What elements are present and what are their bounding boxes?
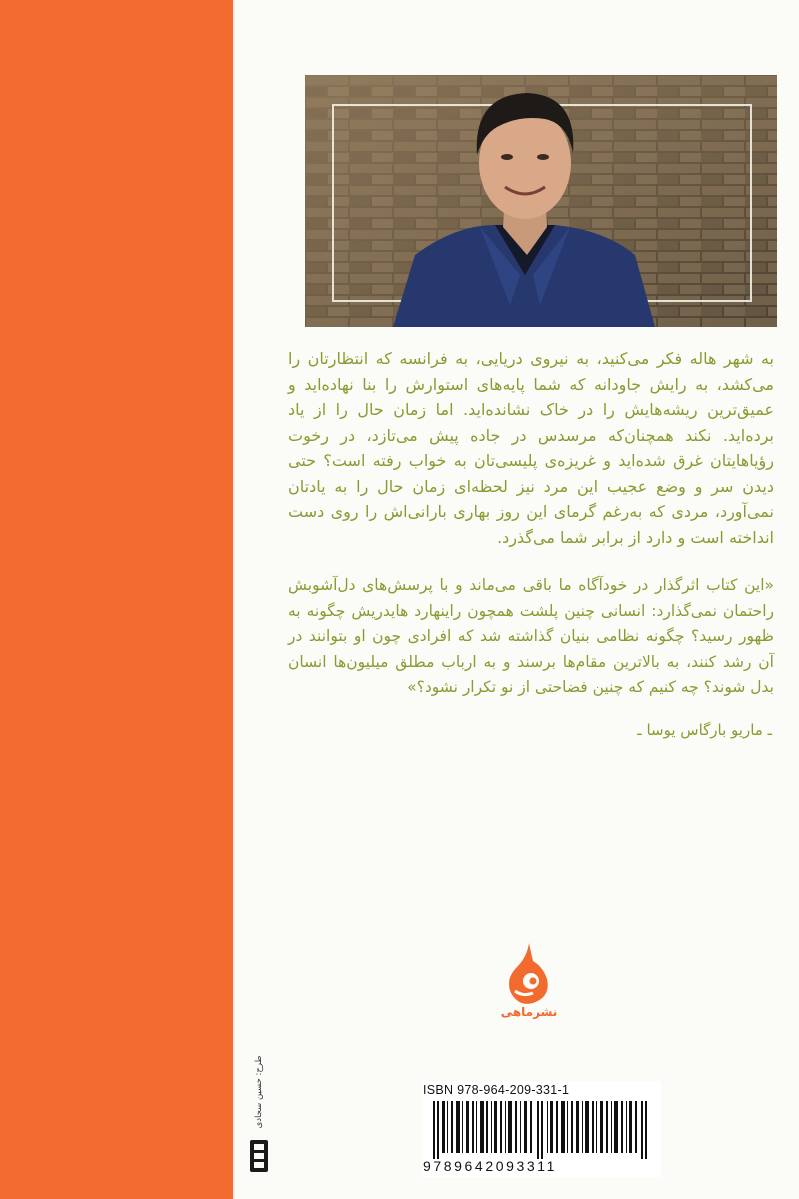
orange-spine xyxy=(0,0,233,1199)
fish-logo-icon xyxy=(497,939,561,1009)
description-paragraph: به شهر هاله فکر می‌کنید، به نیروی دریایی، به فرانسه که انتظارتان را می‌کشد، به رایش جاودانه که شما پایه‌های استوارش را بنا نهاده‌اید و عمیق‌ترین ریشه‌هایش را در خاک نشانده‌اید. اما زمان حال را از یاد برده‌اید. نکند همچنان‌که مرسدس در جاده پیش می‌تازد، در رخوت رؤیاهایتان غرق شده‌اید و غریزه‌ی پلیسی‌تان به خواب رفته است؟ حتی دیدن سر و وضع عجیب این مرد نیز لحظه‌ای زمان حال را به یادتان نمی‌آورد، مردی که به‌رغم گرمای این روز بهاری بارانی‌اش را روی دست انداخته است و دارد از برابر شما می‌گذرد. xyxy=(288,349,774,547)
designer-logo-icon xyxy=(248,1138,270,1174)
isbn-number: ISBN 978-964-209-331-1 xyxy=(423,1083,570,1097)
review-quote: «این کتاب اثرگذار در خودآگاه ما باقی می‌ماند و با پرسش‌های دل‌آشوبش راحتمان نمی‌گذارد: انسانی چنین پلشت همچون راینهارد هایدریش چگونه به ظهور رسید؟ چگونه نظامی بنیان گذاشته شد که افرادی چون او بتوانند در آن رشد کنند، به بالاترین مقام‌ها برسند و به ارباب مطلق میلیون‌ها انسان بدل شوند؟ چه کنیم که چنین فضاحتی از نو تکرار نشود؟» xyxy=(288,576,774,696)
quote-author: ـ ماریو بارگاس یوسا ـ xyxy=(637,721,772,739)
isbn-barcode xyxy=(423,1081,661,1177)
publisher-name: نشرماهی xyxy=(500,1005,558,1019)
barcode-bars xyxy=(429,1101,655,1159)
barcode-digits: 9789642093311 xyxy=(423,1158,557,1174)
designer-credit-text: طرح: حسین سجادی xyxy=(254,1055,264,1129)
author-photo xyxy=(305,75,777,327)
